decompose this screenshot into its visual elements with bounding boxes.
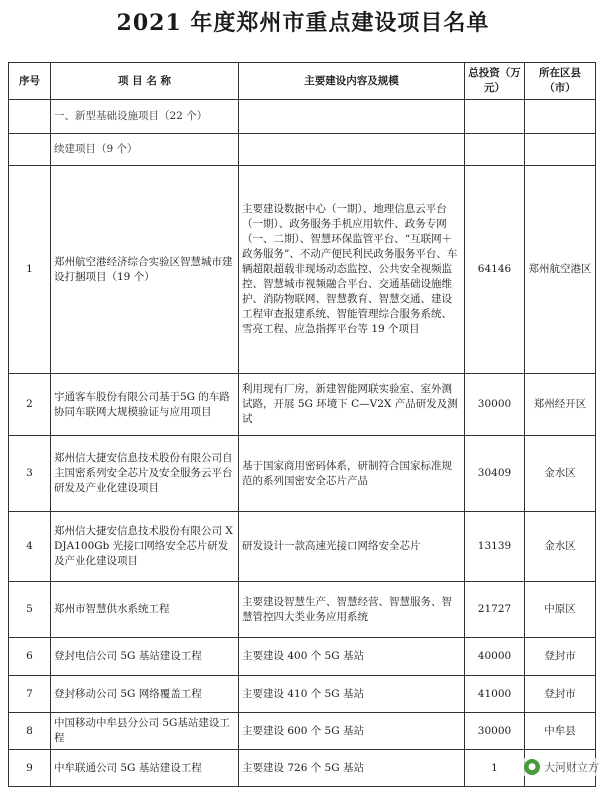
row-area: 中牟县 <box>525 713 596 750</box>
row-content: 主要建设 726 个 5G 基站 <box>239 750 465 787</box>
row-area: 郑州经开区 <box>525 374 596 436</box>
table-row <box>9 512 596 582</box>
row-name: 郑州市智慧供水系统工程 <box>51 582 239 638</box>
row-investment: 64146 <box>465 166 525 374</box>
table-header-row <box>9 63 596 100</box>
row-num: 3 <box>9 436 51 512</box>
row-investment: 40000 <box>465 638 525 676</box>
section-title-sub: 续建项目（9 个） <box>51 134 239 166</box>
table-row <box>9 374 596 436</box>
row-num: 9 <box>9 750 51 787</box>
row-name: 中牟联通公司 5G 基站建设工程 <box>51 750 239 787</box>
row-area: 登封市 <box>525 676 596 713</box>
row-investment: 1 <box>465 750 525 787</box>
section-title-main: 一、新型基础设施项目（22 个） <box>51 100 239 134</box>
table-row <box>9 713 596 750</box>
row-content: 主要建设 400 个 5G 基站 <box>239 638 465 676</box>
row-area: 中原区 <box>525 582 596 638</box>
row-name: 登封电信公司 5G 基站建设工程 <box>51 638 239 676</box>
row-content: 主要建设 410 个 5G 基站 <box>239 676 465 713</box>
row-name: 宇通客车股份有限公司基于5G 的车路协同车联网大规模验证与应用项目 <box>51 374 239 436</box>
row-num: 1 <box>9 166 51 374</box>
header-name: 项 目 名 称 <box>51 63 239 100</box>
row-num: 7 <box>9 676 51 713</box>
table-row <box>9 436 596 512</box>
row-investment: 13139 <box>465 512 525 582</box>
section-row-sub <box>9 134 596 166</box>
header-investment: 总投资（万元） <box>465 63 525 100</box>
table-row <box>9 676 596 713</box>
table-row <box>9 582 596 638</box>
row-num: 6 <box>9 638 51 676</box>
row-name: 郑州航空港经济综合实验区智慧城市建设打捆项目（19 个） <box>51 166 239 374</box>
row-name: 登封移动公司 5G 网络覆盖工程 <box>51 676 239 713</box>
row-num: 5 <box>9 582 51 638</box>
row-area: 郑州航空港区 <box>525 166 596 374</box>
table-row <box>9 166 596 374</box>
row-content: 主要建设智慧生产、智慧经营、智慧服务、智慧管控四大类业务应用系统 <box>239 582 465 638</box>
section-row-main <box>9 100 596 134</box>
project-table <box>8 62 596 787</box>
row-investment: 30000 <box>465 374 525 436</box>
row-investment: 21727 <box>465 582 525 638</box>
row-name: 郑州信大捷安信息技术股份有限公司 XDJA100Gb 光接口网络安全芯片研发及产业化建设项目 <box>51 512 239 582</box>
wechat-logo-icon: ● <box>524 759 540 775</box>
row-content: 主要建设数据中心（一期）、地理信息云平台（一期）、政务服务手机应用软件、政务专网（一、二期）、智慧环保监管平台、“互联网＋政务服务”、不动产便民利民政务服务平台、车辆超限超载非现场动态监控、公共安全视频监控、智慧城市视频融合平台、交通基础设施维护、消防物联网、智慧教育、智慧交通、建设工程审查报建系统、智能管理综合服务系统、雪亮工程、应急指挥平台等 19 个项目 <box>239 166 465 374</box>
row-area: 金水区 <box>525 512 596 582</box>
row-content: 利用现有厂房，新建智能网联实验室、室外测试路，开展 5G 环境下 C—V2X 产品研发及测试 <box>239 374 465 436</box>
header-num: 序号 <box>9 63 51 100</box>
watermark-text: 大河财立方 <box>544 761 599 774</box>
row-investment: 30409 <box>465 436 525 512</box>
header-area: 所在区县（市） <box>525 63 596 100</box>
row-name: 郑州信大捷安信息技术股份有限公司自主国密系列安全芯片及安全服务云平台研发及产业化建设项目 <box>51 436 239 512</box>
table-row <box>9 638 596 676</box>
row-content: 主要建设 600 个 5G 基站 <box>239 713 465 750</box>
page-title: 2021 年度郑州市重点建设项目名单 <box>116 10 490 36</box>
row-num: 2 <box>9 374 51 436</box>
row-area: 金水区 <box>525 436 596 512</box>
row-num: 8 <box>9 713 51 750</box>
row-content: 基于国家商用密码体系，研制符合国家标准规范的系列国密安全芯片产品 <box>239 436 465 512</box>
watermark <box>521 758 602 776</box>
row-name: 中国移动中牟县分公司 5G基站建设工程 <box>51 713 239 750</box>
row-content: 研发设计一款高速光接口网络安全芯片 <box>239 512 465 582</box>
row-area: 登封市 <box>525 638 596 676</box>
row-num: 4 <box>9 512 51 582</box>
row-investment: 41000 <box>465 676 525 713</box>
header-content: 主要建设内容及规模 <box>239 63 465 100</box>
table-row <box>9 750 596 787</box>
row-investment: 30000 <box>465 713 525 750</box>
